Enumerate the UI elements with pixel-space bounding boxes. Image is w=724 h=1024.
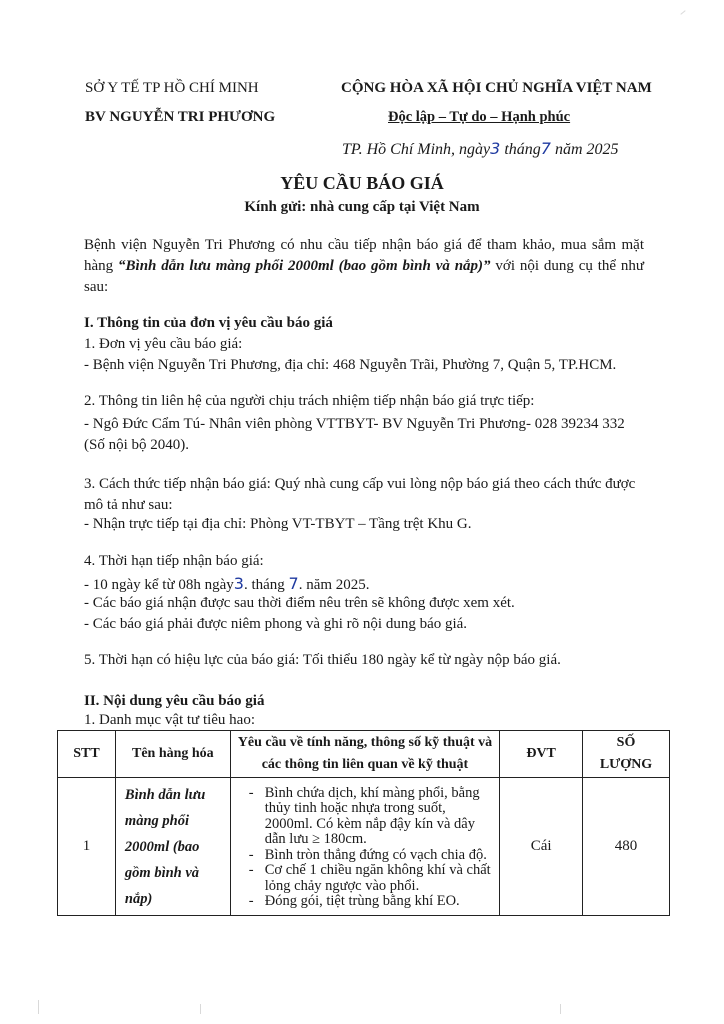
intro-item-name: “Bình dẫn lưu màng phổi 2000ml (bao gồm bình và nắp)” <box>118 258 491 274</box>
section-1-item-2-title: 2. Thông tin liên hệ của người chịu trách nhiệm tiếp nhận báo giá trực tiếp: <box>84 393 535 409</box>
deadline-prefix: - 10 ngày kể từ 08h ngày <box>84 577 234 593</box>
header-spec-line-2: các thông tin liên quan về kỹ thuật <box>261 757 469 772</box>
header-qty-line-1: SỐ <box>616 735 636 750</box>
date-day-handwritten: 3 <box>490 139 501 158</box>
spec-item: - Đóng gói, tiệt trùng bằng khí EO. <box>247 894 495 910</box>
supplies-table <box>57 730 670 916</box>
spec-item: - Bình chứa dịch, khí màng phổi, bằng thủy tinh hoặc nhựa trong suốt, 2000ml. Có kèm nắp đậy kín và dây dẫn lưu ≥ 180cm. <box>247 786 495 848</box>
deadline-month-label: . tháng <box>243 577 285 593</box>
section-1-item-5: 5. Thời hạn có hiệu lực của báo giá: Tối thiểu 180 ngày kể từ ngày nộp báo giá. <box>84 652 561 668</box>
section-1-item-4-line-3: - Các báo giá phải được niêm phong và ghi rõ nội dung báo giá. <box>84 616 468 632</box>
intro-text-2: với nội dung cụ thể như sau: <box>84 258 645 295</box>
intro-paragraph <box>84 235 644 298</box>
scan-mark <box>680 10 685 15</box>
header-spec <box>230 731 499 778</box>
section-1-item-2-text: - Ngô Đức Cẩm Tú- Nhân viên phòng VTTBYT- BV Nguyễn Tri Phương- 028 39234 332 (Số nội bộ 2040). <box>84 416 625 453</box>
date-year: năm 2025 <box>554 141 619 158</box>
national-motto: Độc lập – Tự do – Hạnh phúc <box>388 109 571 125</box>
header-qty <box>583 731 670 778</box>
header-qty-line-2: LƯỢNG <box>599 757 653 772</box>
document-subtitle: Kính gửi: nhà cung cấp tại Việt Nam <box>244 199 480 215</box>
section-2-heading: II. Nội dung yêu cầu báo giá <box>84 693 265 709</box>
section-1-item-4-deadline <box>84 574 370 594</box>
section-1-item-1-title: 1. Đơn vị yêu cầu báo giá: <box>84 336 243 352</box>
department-name: SỞ Y TẾ TP HỒ CHÍ MINH <box>85 80 259 96</box>
header-spec-line-1: Yêu cầu về tính năng, thông số kỹ thuật và <box>237 735 493 750</box>
spec-item: - Cơ chế 1 chiều ngăn không khí và chất lỏng chảy ngược vào phổi. <box>247 863 495 894</box>
row-stt: 1 <box>58 778 116 916</box>
spec-item: - Bình tròn thẳng đứng có vạch chia độ. <box>247 848 495 864</box>
table-row <box>58 778 670 916</box>
row-unit: Cái <box>500 778 583 916</box>
deadline-month-handwritten: 7 <box>288 574 299 593</box>
deadline-day-handwritten: 3 <box>233 574 244 593</box>
section-1-item-1-text: - Bệnh viện Nguyễn Tri Phương, địa chỉ: 468 Nguyễn Trãi, Phường 7, Quận 5, TP.HCM. <box>84 357 617 373</box>
header-stt: STT <box>58 731 116 778</box>
scan-mark <box>200 1004 201 1014</box>
row-qty: 480 <box>583 778 670 916</box>
scan-mark <box>560 1004 561 1014</box>
national-title: CỘNG HÒA XÃ HỘI CHỦ NGHĨA VIỆT NAM <box>341 80 652 96</box>
header-unit: ĐVT <box>500 731 583 778</box>
row-specs <box>230 778 499 916</box>
deadline-year: . năm 2025. <box>298 577 370 593</box>
scan-mark <box>38 1000 39 1014</box>
date-month-label: tháng <box>504 141 541 158</box>
intro-text-1: Bệnh viện Nguyễn Tri Phương có nhu cầu tiếp nhận báo giá để tham khảo, mua sắm mặt hàng <box>84 237 644 274</box>
header-name: Tên hàng hóa <box>115 731 230 778</box>
section-1-item-4-line-2: - Các báo giá nhận được sau thời điểm nêu trên sẽ không được xem xét. <box>84 595 515 611</box>
section-1-item-3-title: 3. Cách thức tiếp nhận báo giá: Quý nhà cung cấp vui lòng nộp báo giá theo cách thức được mô tả như sau: <box>84 476 636 513</box>
section-1-item-3-text: - Nhận trực tiếp tại địa chỉ: Phòng VT-TBYT – Tầng trệt Khu G. <box>84 516 472 532</box>
issue-date <box>342 139 619 159</box>
document-title: YÊU CẦU BÁO GIÁ <box>280 173 444 193</box>
row-item-name: Bình dẫn lưu màng phổi 2000ml (bao gồm bình và nắp) <box>115 778 230 916</box>
section-2-list-title: 1. Danh mục vật tư tiêu hao: <box>84 712 256 728</box>
section-1-heading: I. Thông tin của đơn vị yêu cầu báo giá <box>84 315 333 331</box>
hospital-name: BV NGUYỄN TRI PHƯƠNG <box>85 109 276 125</box>
date-prefix: TP. Hồ Chí Minh, ngày <box>342 141 491 158</box>
section-1-item-4-title: 4. Thời hạn tiếp nhận báo giá: <box>84 553 264 569</box>
table-header-row <box>58 731 670 778</box>
date-month-handwritten: 7 <box>540 139 551 158</box>
